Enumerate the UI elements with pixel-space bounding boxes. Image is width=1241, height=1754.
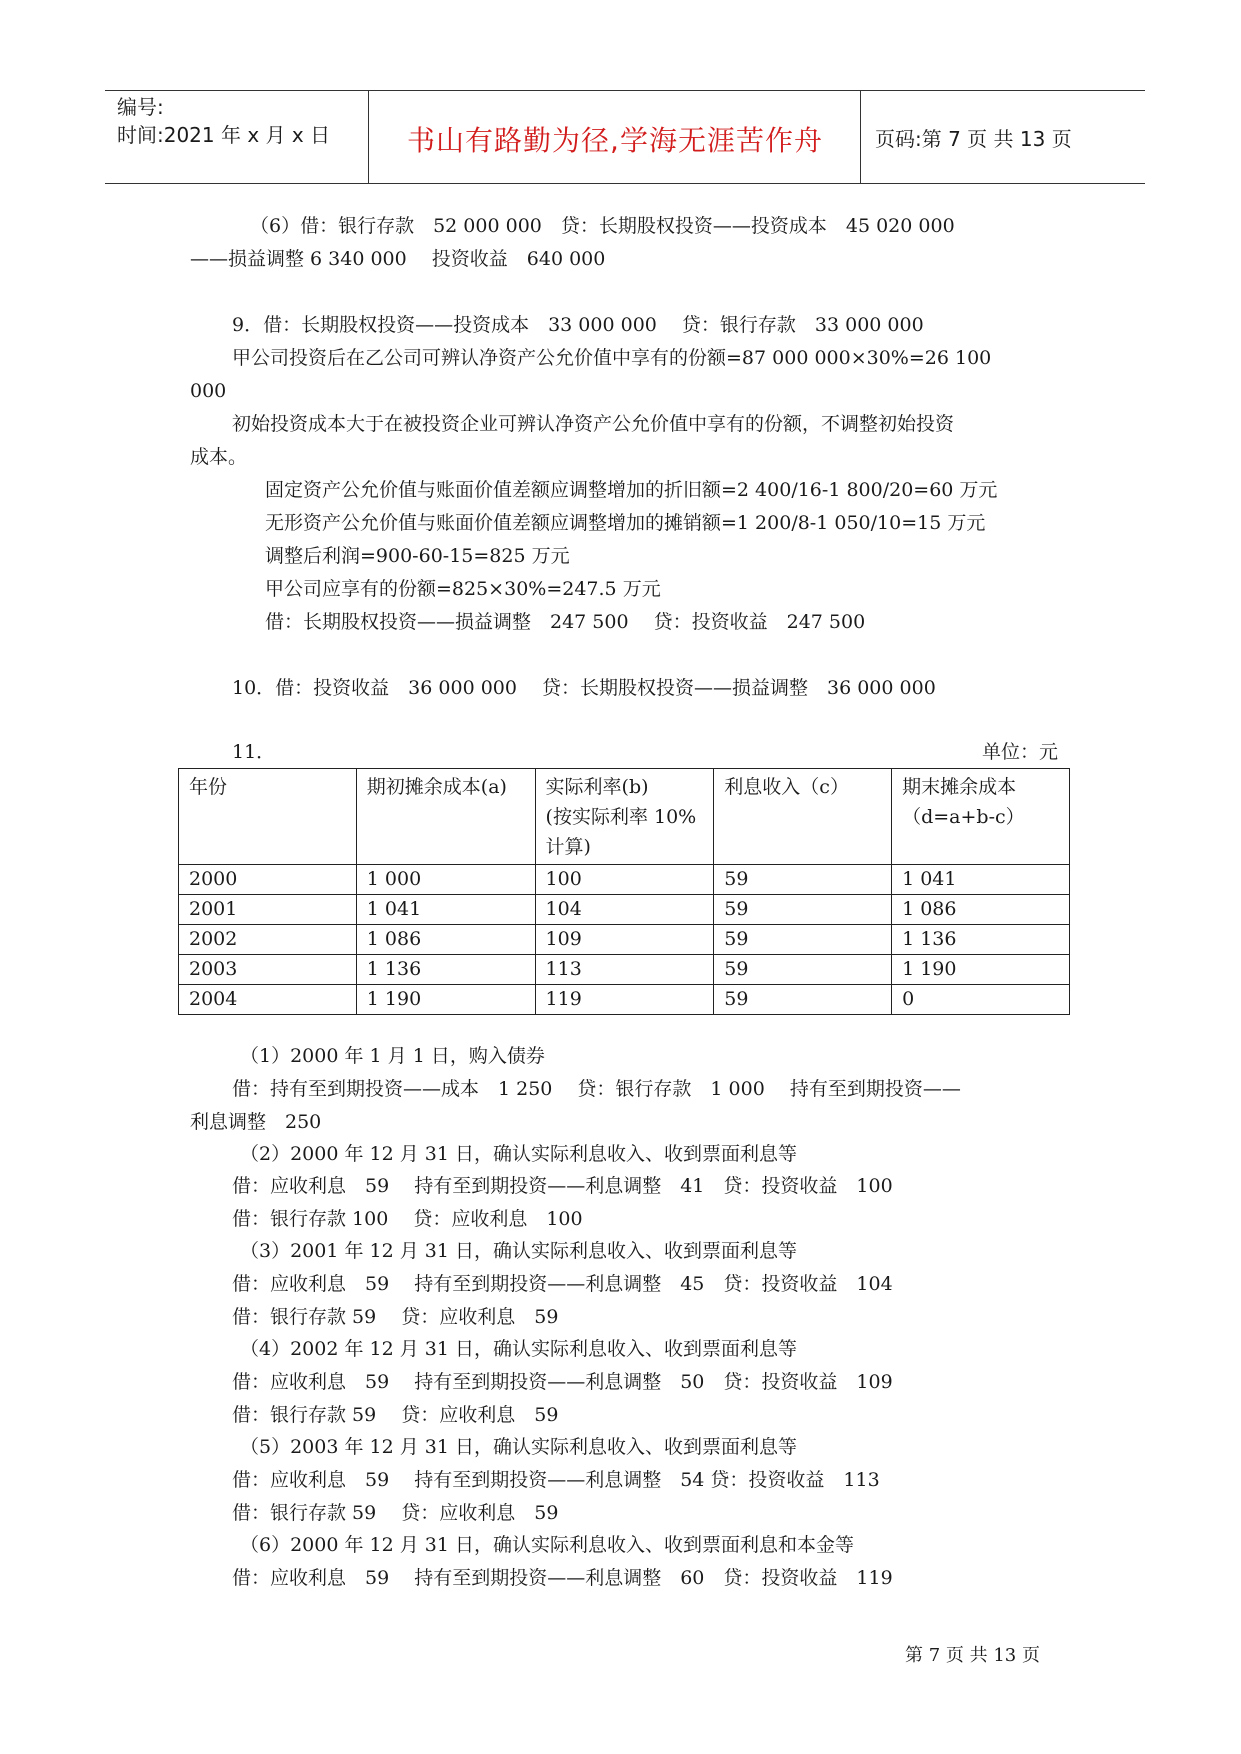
entry-line: （6）借：银行存款 52 000 000 贷：长期股权投资——投资成本 45 020 000 bbox=[250, 215, 955, 237]
table-header-cell: 年份 bbox=[179, 769, 357, 865]
table-cell: 2001 bbox=[179, 895, 357, 925]
table-header-row bbox=[179, 769, 1070, 865]
document-number-label: 编号: bbox=[117, 95, 164, 119]
table-header-cell: 期末摊余成本 （d=a+b-c） bbox=[892, 769, 1070, 865]
table-cell: 59 bbox=[714, 955, 892, 985]
entry-heading: （3）2001 年 12 月 31 日，确认实际利息收入、收到票面利息等 bbox=[240, 1240, 797, 1262]
table-row bbox=[179, 865, 1070, 895]
table-row bbox=[179, 985, 1070, 1015]
table-cell: 1 136 bbox=[356, 955, 535, 985]
amortization-table bbox=[178, 768, 1070, 1015]
entry-line: 借：应收利息 59 持有至到期投资——利息调整 60 贷：投资收益 119 bbox=[232, 1567, 893, 1589]
table-cell: 104 bbox=[535, 895, 714, 925]
table-header-cell: 期初摊余成本(a) bbox=[356, 769, 535, 865]
entry-line: 借：长期股权投资——损益调整 247 500 贷：投资收益 247 500 bbox=[265, 611, 866, 633]
entry-heading: （4）2002 年 12 月 31 日，确认实际利息收入、收到票面利息等 bbox=[240, 1338, 797, 1360]
entry-line: 9．借：长期股权投资——投资成本 33 000 000 贷：银行存款 33 000 000 bbox=[232, 314, 924, 336]
entry-heading: （2）2000 年 12 月 31 日，确认实际利息收入、收到票面利息等 bbox=[240, 1143, 797, 1165]
header-divider-right bbox=[860, 91, 861, 183]
entry-heading: （5）2003 年 12 月 31 日，确认实际利息收入、收到票面利息等 bbox=[240, 1436, 797, 1458]
entry-line: 借：持有至到期投资——成本 1 250 贷：银行存款 1 000 持有至到期投资—— bbox=[232, 1078, 961, 1100]
table-cell: 100 bbox=[535, 865, 714, 895]
table-cell: 119 bbox=[535, 985, 714, 1015]
document-time-label: 时间:2021 年 x 月 x 日 bbox=[117, 123, 331, 147]
section-number: 11． bbox=[232, 741, 276, 763]
table-cell: 59 bbox=[714, 865, 892, 895]
header-motto: 书山有路勤为径,学海无涯苦作舟 bbox=[407, 124, 823, 157]
table-cell: 59 bbox=[714, 895, 892, 925]
table-row bbox=[179, 895, 1070, 925]
page-header bbox=[105, 90, 1145, 184]
table-cell: 2000 bbox=[179, 865, 357, 895]
calc-line: 甲公司应享有的份额=825×30%=247.5 万元 bbox=[265, 578, 661, 600]
header-divider-left bbox=[368, 91, 369, 183]
text-line: 甲公司投资后在乙公司可辨认净资产公允价值中享有的份额=87 000 000×30%=26 100 bbox=[232, 347, 992, 369]
table-cell: 59 bbox=[714, 925, 892, 955]
table-header-cell: 利息收入（c） bbox=[714, 769, 892, 865]
table-header-cell: 实际利率(b) (按实际利率 10% 计算) bbox=[535, 769, 714, 865]
entry-line: 借：银行存款 59 贷：应收利息 59 bbox=[232, 1306, 559, 1328]
entry-line: ——损益调整 6 340 000 投资收益 640 000 bbox=[190, 248, 606, 270]
table-cell: 1 086 bbox=[356, 925, 535, 955]
table-cell: 1 190 bbox=[892, 955, 1070, 985]
entry-line: 利息调整 250 bbox=[190, 1111, 322, 1133]
entry-line: 借：应收利息 59 持有至到期投资——利息调整 45 贷：投资收益 104 bbox=[232, 1273, 893, 1295]
page-footer: 第 7 页 共 13 页 bbox=[905, 1645, 1040, 1666]
unit-label: 单位：元 bbox=[982, 741, 1059, 763]
text-line: 成本。 bbox=[190, 446, 248, 468]
table-cell: 0 bbox=[892, 985, 1070, 1015]
text-line: 初始投资成本大于在被投资企业可辨认净资产公允价值中享有的份额，不调整初始投资 bbox=[232, 413, 955, 435]
entry-line: 借：应收利息 59 持有至到期投资——利息调整 54 贷：投资收益 113 bbox=[232, 1469, 880, 1491]
entry-line: 借：银行存款 100 贷：应收利息 100 bbox=[232, 1208, 583, 1230]
table-cell: 1 041 bbox=[356, 895, 535, 925]
calc-line: 调整后利润=900-60-15=825 万元 bbox=[265, 545, 570, 567]
table-row bbox=[179, 955, 1070, 985]
table-cell: 1 190 bbox=[356, 985, 535, 1015]
entry-heading: （6）2000 年 12 月 31 日，确认实际利息收入、收到票面利息和本金等 bbox=[240, 1534, 854, 1556]
table-cell: 1 041 bbox=[892, 865, 1070, 895]
table-cell: 1 136 bbox=[892, 925, 1070, 955]
entry-line: 借：应收利息 59 持有至到期投资——利息调整 50 贷：投资收益 109 bbox=[232, 1371, 893, 1393]
table-cell: 113 bbox=[535, 955, 714, 985]
header-page-number: 页码:第 7 页 共 13 页 bbox=[875, 127, 1072, 151]
entry-line: 借：银行存款 59 贷：应收利息 59 bbox=[232, 1404, 559, 1426]
text-line: 000 bbox=[190, 380, 227, 402]
table-cell: 1 000 bbox=[356, 865, 535, 895]
table-cell: 109 bbox=[535, 925, 714, 955]
table-cell: 2002 bbox=[179, 925, 357, 955]
entry-line: 借：银行存款 59 贷：应收利息 59 bbox=[232, 1502, 559, 1524]
table-cell: 2003 bbox=[179, 955, 357, 985]
entry-heading: （1）2000 年 1 月 1 日，购入债券 bbox=[240, 1045, 545, 1067]
calc-line: 固定资产公允价值与账面价值差额应调整增加的折旧额=2 400/16-1 800/20=60 万元 bbox=[265, 479, 998, 501]
entry-line: 10．借：投资收益 36 000 000 贷：长期股权投资——损益调整 36 000 000 bbox=[232, 677, 936, 699]
table-cell: 59 bbox=[714, 985, 892, 1015]
calc-line: 无形资产公允价值与账面价值差额应调整增加的摊销额=1 200/8-1 050/10=15 万元 bbox=[265, 512, 986, 534]
table-cell: 2004 bbox=[179, 985, 357, 1015]
entry-line: 借：应收利息 59 持有至到期投资——利息调整 41 贷：投资收益 100 bbox=[232, 1175, 893, 1197]
table-row bbox=[179, 925, 1070, 955]
table-cell: 1 086 bbox=[892, 895, 1070, 925]
header-meta bbox=[117, 93, 367, 149]
